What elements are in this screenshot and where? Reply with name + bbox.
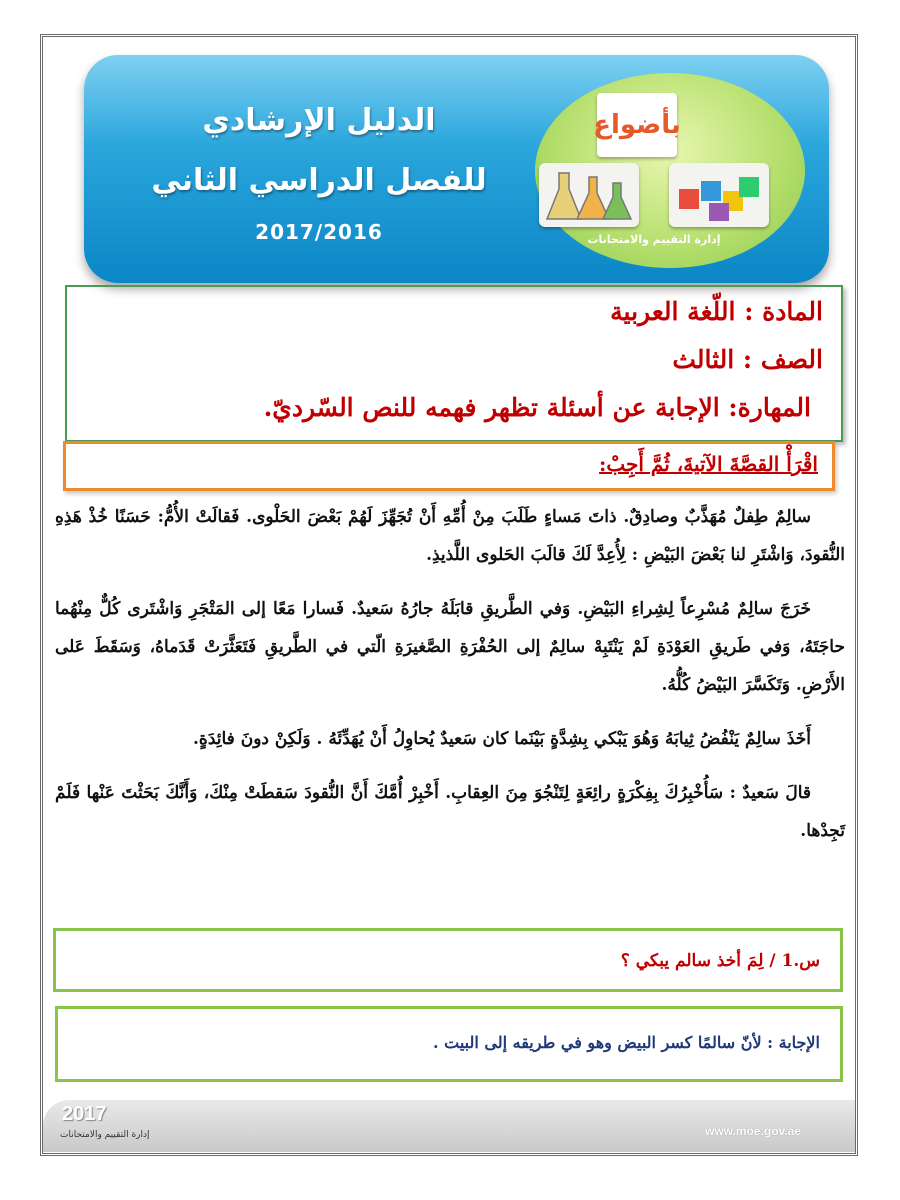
question-text: س.1 / لِمَ أخذ سالم يبكي ؟ xyxy=(620,951,820,971)
number-blocks-image xyxy=(669,163,769,227)
story-paragraph: خَرَجَ سالِمٌ مُسْرِعاً لِشِراءِ البَيْضِ. وَفي الطَّريقِ قابَلَهُ جارُهُ سَعيدٌ. فَسارا مَعًا إلى المَتْجَرِ وَاشْتَرى كُلٌّ مِنْهُما حاجَتَهُ، وَفي طَريقِ العَوْدَةِ لَمْ يَنْتَبِهْ سالِمٌ إلى الحُفْرَةِ الصَّغيرَةِ الّتي في الطَّريقِ فَتَعَثَّرَتْ قَدَماهُ، وَسَقَطَ عَلى الأَرْضِ. وَتَكَسَّرَ البَيْضُ كُلُّهُ. xyxy=(55,599,845,695)
answer-text: الإجابة : لأنّ سالمًا كسر البيض وهو في طريقه إلى البيت . xyxy=(432,1033,820,1052)
logo xyxy=(593,93,681,157)
guide-title: الدليل الإرشادي xyxy=(202,103,436,138)
logo-text: بأضواع xyxy=(593,110,681,140)
instruction-box xyxy=(63,441,835,491)
skill-line: المهارة: الإجابة عن أسئلة تظهر فهمه للنص السّرديّ. xyxy=(263,393,811,422)
story-paragraph: سالِمٌ طِفلٌ مُهَذَّبٌ وصادِقٌ. ذاتَ مَساءٍ طَلَبَ مِنْ أُمِّهِ أَنْ تُجَهِّزَ لَهُمْ بَعْضَ الحَلْوى. فَقالَتْ الأُمُّ: حَسَنًا خُذْ هَذِهِ النُّقودَ، وَاشْتَرِ لنا بَعْضَ البَيْضِ : لِأُعِدَّ لَكَ قالَبَ الحَلوى اللَّذيذِ. xyxy=(55,507,845,565)
story-text xyxy=(55,498,845,866)
subject-line: المادة : اللّغة العربية xyxy=(610,297,823,326)
answer-box xyxy=(55,1006,843,1082)
footer-department: إدارة التقييم والامتحانات xyxy=(60,1130,150,1140)
department-name: إدارة التقييم والامتحانات xyxy=(587,233,721,246)
lab-flasks-image xyxy=(539,163,639,227)
footer-url: www.moe.gov.ae xyxy=(705,1124,802,1138)
footer-year: 2017 xyxy=(62,1103,107,1125)
semester-subtitle: للفصل الدراسي الثاني xyxy=(151,163,487,198)
academic-year: 2017/2016 xyxy=(255,220,383,244)
lesson-info-box xyxy=(65,285,843,442)
instruction-text: اقْرَأْ القصَّةَ الآتيةَ، ثُمَّ أَجِبْ: xyxy=(599,452,818,476)
story-paragraph: أَخَذَ سالِمٌ يَنْفُضُ ثِيابَهُ وَهُوَ يَبْكي بِشِدَّةٍ بَيْنَما كان سَعيدٌ يُحاوِلُ أَنْ يُهَدِّئَهُ . وَلَكِنْ دونَ فائِدَةٍ. xyxy=(193,729,811,749)
story-paragraph: قالَ سَعيدٌ : سَأُخْبِرُكَ بِفِكْرَةٍ رائِعَةٍ لِتَنْجُوَ مِنَ العِقابِ. أَخْبِرْ أُمَّكَ أَنَّ النُّقودَ سَقطَتْ مِنْكَ، وَأَنَّكَ بَحَثْتَ عَنْها فَلَمْ تَجِدْها. xyxy=(55,783,845,841)
header-banner xyxy=(84,55,829,283)
question-box xyxy=(53,928,843,992)
grade-line: الصف : الثالث xyxy=(672,345,823,374)
